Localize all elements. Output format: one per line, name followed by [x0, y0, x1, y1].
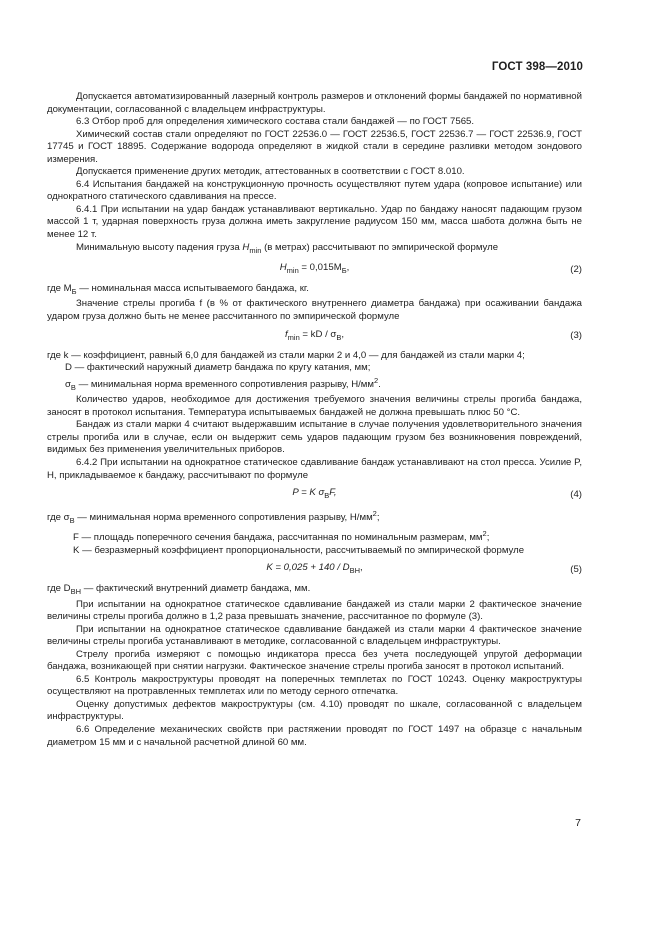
- definition: [47, 508, 582, 528]
- formula-number: (2): [570, 263, 582, 275]
- paragraph: 6.4.2 При испытании на однократное статическое сдавливание бандаж устанавливают на стол пресса. Усилие P, Н, прикладываемое к бандажу, рассчитывают по формуле: [47, 457, 582, 481]
- formula-subscript: min: [286, 266, 299, 276]
- formula-5: [47, 557, 582, 583]
- paragraph: Стрелу прогиба измеряют с помощью индикатора пресса без учета последующей упругой деформации бандажа, возникающей при снятии нагрузки. Фактическое значение стрелы прогиба заносят в протокол испытаний.: [47, 648, 582, 673]
- subscript: ВН: [70, 586, 82, 596]
- formula-3: [47, 324, 582, 350]
- paragraph: При испытании на однократное статическое сдавливание бандажей из стали марки 2 фактическое значение величины стрелы прогиба должно в 1,2 раза превышать значение, рассчитанное по формуле (3).: [47, 598, 582, 623]
- text: — минимальная норма временного сопротивления разрыву, Н/мм: [74, 512, 373, 524]
- symbol: H: [242, 241, 250, 253]
- paragraph: Химический состав стали определяют по ГОСТ 22536.0 — ГОСТ 22536.5, ГОСТ 22536.7 — ГОСТ 22536.9, ГОСТ 17745 и ГОСТ 18895. Содержание водорода определяют в жидкой стали в середине разливки методом зондового измерения.: [47, 128, 582, 165]
- formula-number: (4): [570, 488, 582, 500]
- text: (в метрах) рассчитывают по эмпирической формуле: [261, 241, 499, 253]
- definition: [47, 583, 582, 598]
- formula-number: (5): [570, 563, 582, 575]
- paragraph: 6.6 Определение механических свойств при растяжении проводят по ГОСТ 1497 на образце с начальным диаметром 15 мм и с начальной расчетной длиной 60 мм.: [47, 723, 582, 748]
- definition: [47, 528, 582, 545]
- paragraph: Бандаж из стали марки 4 считают выдержавшим испытание в случае получения удовлетворительного значения стрелы прогиба или в случае, если он выдержит семь ударов падающим грузом без возникновения повреждений, видимых без применения увеличительных приборов.: [47, 419, 582, 456]
- superscript: 2: [372, 509, 377, 519]
- paragraph: Значение стрелы прогиба f (в % от фактического внутреннего диаметра бандажа) при осаживании бандажа ударом груза должно быть не менее рассчитанного по эмпирической формуле: [47, 298, 582, 323]
- definition: [47, 375, 582, 395]
- text: — минимальная норма временного сопротивления разрыву, Н/мм: [75, 378, 374, 390]
- formula-symbol: f: [284, 328, 288, 340]
- text: ;: [486, 531, 490, 543]
- text: где D: [47, 583, 71, 595]
- formula-subscript: В: [336, 332, 342, 342]
- page-number: 7: [575, 817, 581, 829]
- formula-text: K = 0,025 + 140 / D: [266, 562, 350, 574]
- paragraph: Оценку допустимых дефектов макроструктуры (см. 4.10) проводят по шкале, согласованной с владельцем инфраструктуры.: [47, 698, 582, 723]
- paragraph: Количество ударов, необходимое для достижения требуемого значения величины стрелы прогиба бандажа, заносят в протокол испытания. Температура испытываемых бандажей не должна превышать плюс 50 °C.: [47, 394, 582, 418]
- paragraph: 6.3 Отбор проб для определения химического состава стали бандажей — по ГОСТ 7565.: [76, 116, 475, 128]
- formula-text: F,: [329, 487, 337, 499]
- symbol: σ: [65, 378, 71, 390]
- definition: D — фактический наружный диаметр бандажа по кругу катания, мм;: [65, 362, 371, 374]
- subscript: Б: [71, 286, 77, 296]
- definition: где k — коэффициент, равный 6,0 для бандажей из стали марки 2 и 4,0 — для бандажей из стали марки 4;: [47, 349, 525, 361]
- document-body: [47, 91, 582, 749]
- text: где M: [47, 283, 72, 295]
- paragraph: [47, 242, 582, 257]
- definition: K — безразмерный коэффициент пропорциональности, рассчитываемый по эмпирической формуле: [73, 544, 525, 556]
- paragraph: 6.5 Контроль макроструктуры проводят на поперечных темплетах по ГОСТ 10243. Оценку макроструктуры осуществляют на протравленных темплетах или по методу серного отпечатка.: [47, 673, 582, 698]
- formula-symbol: H: [279, 262, 287, 274]
- text: Минимальную высоту падения груза: [76, 241, 243, 253]
- subscript: В: [69, 516, 75, 526]
- formula-subscript: Б: [341, 266, 347, 276]
- text: — фактический внутренний диаметр бандажа, мм.: [81, 583, 311, 595]
- formula-number: (3): [570, 330, 582, 342]
- formula-subscript: ВН: [349, 566, 360, 576]
- subscript: В: [70, 382, 76, 392]
- formula-text: ,: [341, 328, 345, 340]
- formula-text: = kD / σ: [299, 328, 337, 340]
- paragraph: Допускается автоматизированный лазерный контроль размеров и отклонений формы бандажей по нормативной документации, согласованной с владельцем инфраструктуры.: [47, 91, 582, 115]
- formula-text: ,: [346, 262, 350, 274]
- formula-4: [47, 482, 582, 508]
- text: F — площадь поперечного сечения бандажа, рассчитанная по номинальным размерам, мм: [73, 531, 483, 543]
- formula-2: [47, 257, 582, 283]
- text: — номинальная масса испытываемого бандажа, кг.: [76, 283, 309, 295]
- subscript: min: [249, 245, 262, 255]
- text: .: [378, 378, 381, 390]
- paragraph: 6.4.1 При испытании на удар бандаж устанавливают вертикально. Удар по бандажу наносят падающим грузом массой 1 т, ударная поверхность груза должна иметь закругление радиусом 150 мм, масса шабота должна быть не менее 12 т.: [47, 203, 582, 241]
- definition: [47, 283, 582, 298]
- formula-text: = 0,015M: [298, 262, 342, 274]
- document-header: ГОСТ 398—2010: [491, 61, 583, 73]
- paragraph: 6.4 Испытания бандажей на конструкционную прочность осуществляют путем удара (копровое испытание) или однократного статического сдавливания на прессе.: [47, 178, 582, 203]
- formula-text: ,: [359, 562, 363, 574]
- paragraph: При испытании на однократное статическое сдавливание бандажей из стали марки 4 фактическое значение величины стрелы прогиба устанавливают в методике, согласованной с владельцем инфраструктуры.: [47, 623, 582, 648]
- formula-subscript: В: [324, 491, 330, 501]
- text: ;: [376, 512, 380, 524]
- superscript: 2: [374, 375, 379, 385]
- text: где σ: [47, 512, 70, 524]
- paragraph: Допускается применение других методик, аттестованных в соответствии с ГОСТ 8.010.: [76, 166, 465, 178]
- superscript: 2: [482, 528, 487, 538]
- formula-text: P = K σ: [292, 487, 325, 499]
- formula-subscript: min: [287, 332, 300, 342]
